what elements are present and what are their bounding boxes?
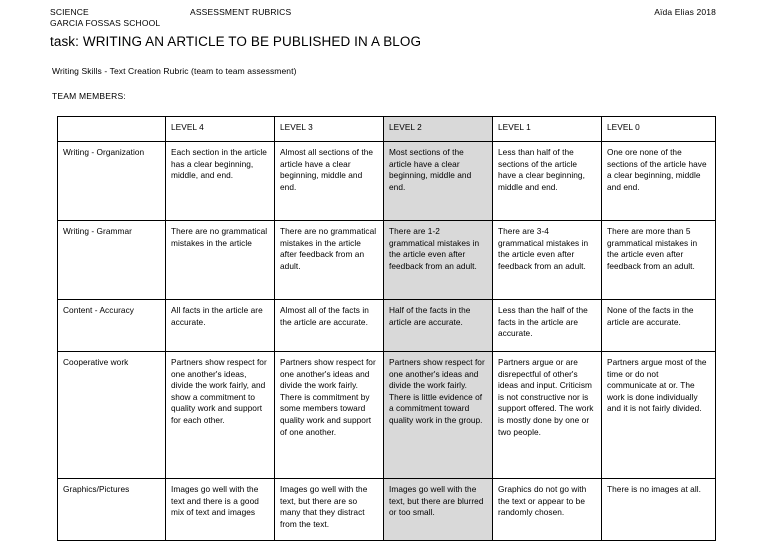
criterion-writing-grammar: Writing - Grammar bbox=[58, 221, 166, 300]
cell-cooperative-level-1: Partners argue or are disrepectful of other's ideas and input. Criticism is not constructive nor is support offered. The work is mostly done by one or two people. bbox=[493, 352, 602, 479]
cell-accuracy-level-2: Half of the facts in the article are accurate. bbox=[384, 300, 493, 352]
rubric-table-container bbox=[57, 116, 714, 541]
header-cell-criterion bbox=[58, 117, 166, 142]
team-members-label: TEAM MEMBERS: bbox=[52, 91, 126, 101]
cell-cooperative-level-2: Partners show respect for one another's ideas and divide the work fairly. There is little evidence of a commitment toward quality work in the group. bbox=[384, 352, 493, 479]
header-cell-level-3: LEVEL 3 bbox=[275, 117, 384, 142]
table-row bbox=[58, 221, 716, 300]
cell-accuracy-level-4: All facts in the article are accurate. bbox=[166, 300, 275, 352]
header-top-row bbox=[50, 6, 716, 18]
criterion-graphics-pictures: Graphics/Pictures bbox=[58, 479, 166, 541]
cell-grammar-level-4: There are no grammatical mistakes in the article bbox=[166, 221, 275, 300]
header-cell-level-2: LEVEL 2 bbox=[384, 117, 493, 142]
page-title: task: WRITING AN ARTICLE TO BE PUBLISHED IN A BLOG bbox=[50, 34, 422, 49]
header-cell-level-1: LEVEL 1 bbox=[493, 117, 602, 142]
cell-organization-level-1: Less than half of the sections of the article have a clear beginning, middle and end. bbox=[493, 142, 602, 221]
header-school-name: GARCIA FOSSAS SCHOOL bbox=[50, 18, 161, 28]
rubric-subtitle: Writing Skills - Text Creation Rubric (team to team assessment) bbox=[52, 66, 297, 76]
header-assessment-rubrics: ASSESSMENT RUBRICS bbox=[190, 7, 292, 17]
cell-accuracy-level-3: Almost all of the facts in the article are accurate. bbox=[275, 300, 384, 352]
cell-cooperative-level-4: Partners show respect for one another's ideas, divide the work fairly, and show a commitment to quality work and support for each other. bbox=[166, 352, 275, 479]
cell-graphics-level-2: Images go well with the text, but there are blurred or too small. bbox=[384, 479, 493, 541]
cell-organization-level-4: Each section in the article has a clear beginning, middle, and end. bbox=[166, 142, 275, 221]
rubric-table-head bbox=[58, 117, 716, 142]
table-row bbox=[58, 352, 716, 479]
cell-cooperative-level-3: Partners show respect for one another's ideas and divide the work fairly. There is commitment by some members toward quality work and support of one another. bbox=[275, 352, 384, 479]
cell-grammar-level-0: There are more than 5 grammatical mistakes in the article even after feedback from an adult. bbox=[602, 221, 716, 300]
criterion-cooperative-work: Cooperative work bbox=[58, 352, 166, 479]
table-row bbox=[58, 300, 716, 352]
cell-accuracy-level-1: Less than the half of the facts in the article are accurate. bbox=[493, 300, 602, 352]
cell-grammar-level-3: There are no grammatical mistakes in the article after feedback from an adult. bbox=[275, 221, 384, 300]
criterion-content-accuracy: Content - Accuracy bbox=[58, 300, 166, 352]
header-cell-level-0: LEVEL 0 bbox=[602, 117, 716, 142]
header-author-year: Aïda Elias 2018 bbox=[654, 7, 716, 17]
cell-graphics-level-0: There is no images at all. bbox=[602, 479, 716, 541]
header-cell-level-4: LEVEL 4 bbox=[166, 117, 275, 142]
header-subject: SCIENCE bbox=[50, 7, 89, 17]
cell-graphics-level-4: Images go well with the text and there is a good mix of text and images bbox=[166, 479, 275, 541]
table-row bbox=[58, 479, 716, 541]
cell-organization-level-3: Almost all sections of the article have a clear beginning, middle and end. bbox=[275, 142, 384, 221]
table-row bbox=[58, 142, 716, 221]
rubric-table bbox=[57, 116, 716, 541]
cell-grammar-level-2: There are 1-2 grammatical mistakes in the article even after feedback from an adult. bbox=[384, 221, 493, 300]
cell-organization-level-0: One ore none of the sections of the article have a clear beginning, middle and end. bbox=[602, 142, 716, 221]
table-header-row bbox=[58, 117, 716, 142]
cell-graphics-level-3: Images go well with the text, but there are so many that they distract from the text. bbox=[275, 479, 384, 541]
cell-graphics-level-1: Graphics do not go with the text or appear to be randomly chosen. bbox=[493, 479, 602, 541]
rubric-table-body bbox=[58, 142, 716, 541]
cell-cooperative-level-0: Partners argue most of the time or do not communicate at or. The work is done individually and it is not fairly divided. bbox=[602, 352, 716, 479]
criterion-writing-organization: Writing - Organization bbox=[58, 142, 166, 221]
cell-grammar-level-1: There are 3-4 grammatical mistakes in the article even after feedback from an adult. bbox=[493, 221, 602, 300]
cell-accuracy-level-0: None of the facts in the article are accurate. bbox=[602, 300, 716, 352]
document-header bbox=[50, 6, 716, 32]
cell-organization-level-2: Most sections of the article have a clear beginning, middle and end. bbox=[384, 142, 493, 221]
